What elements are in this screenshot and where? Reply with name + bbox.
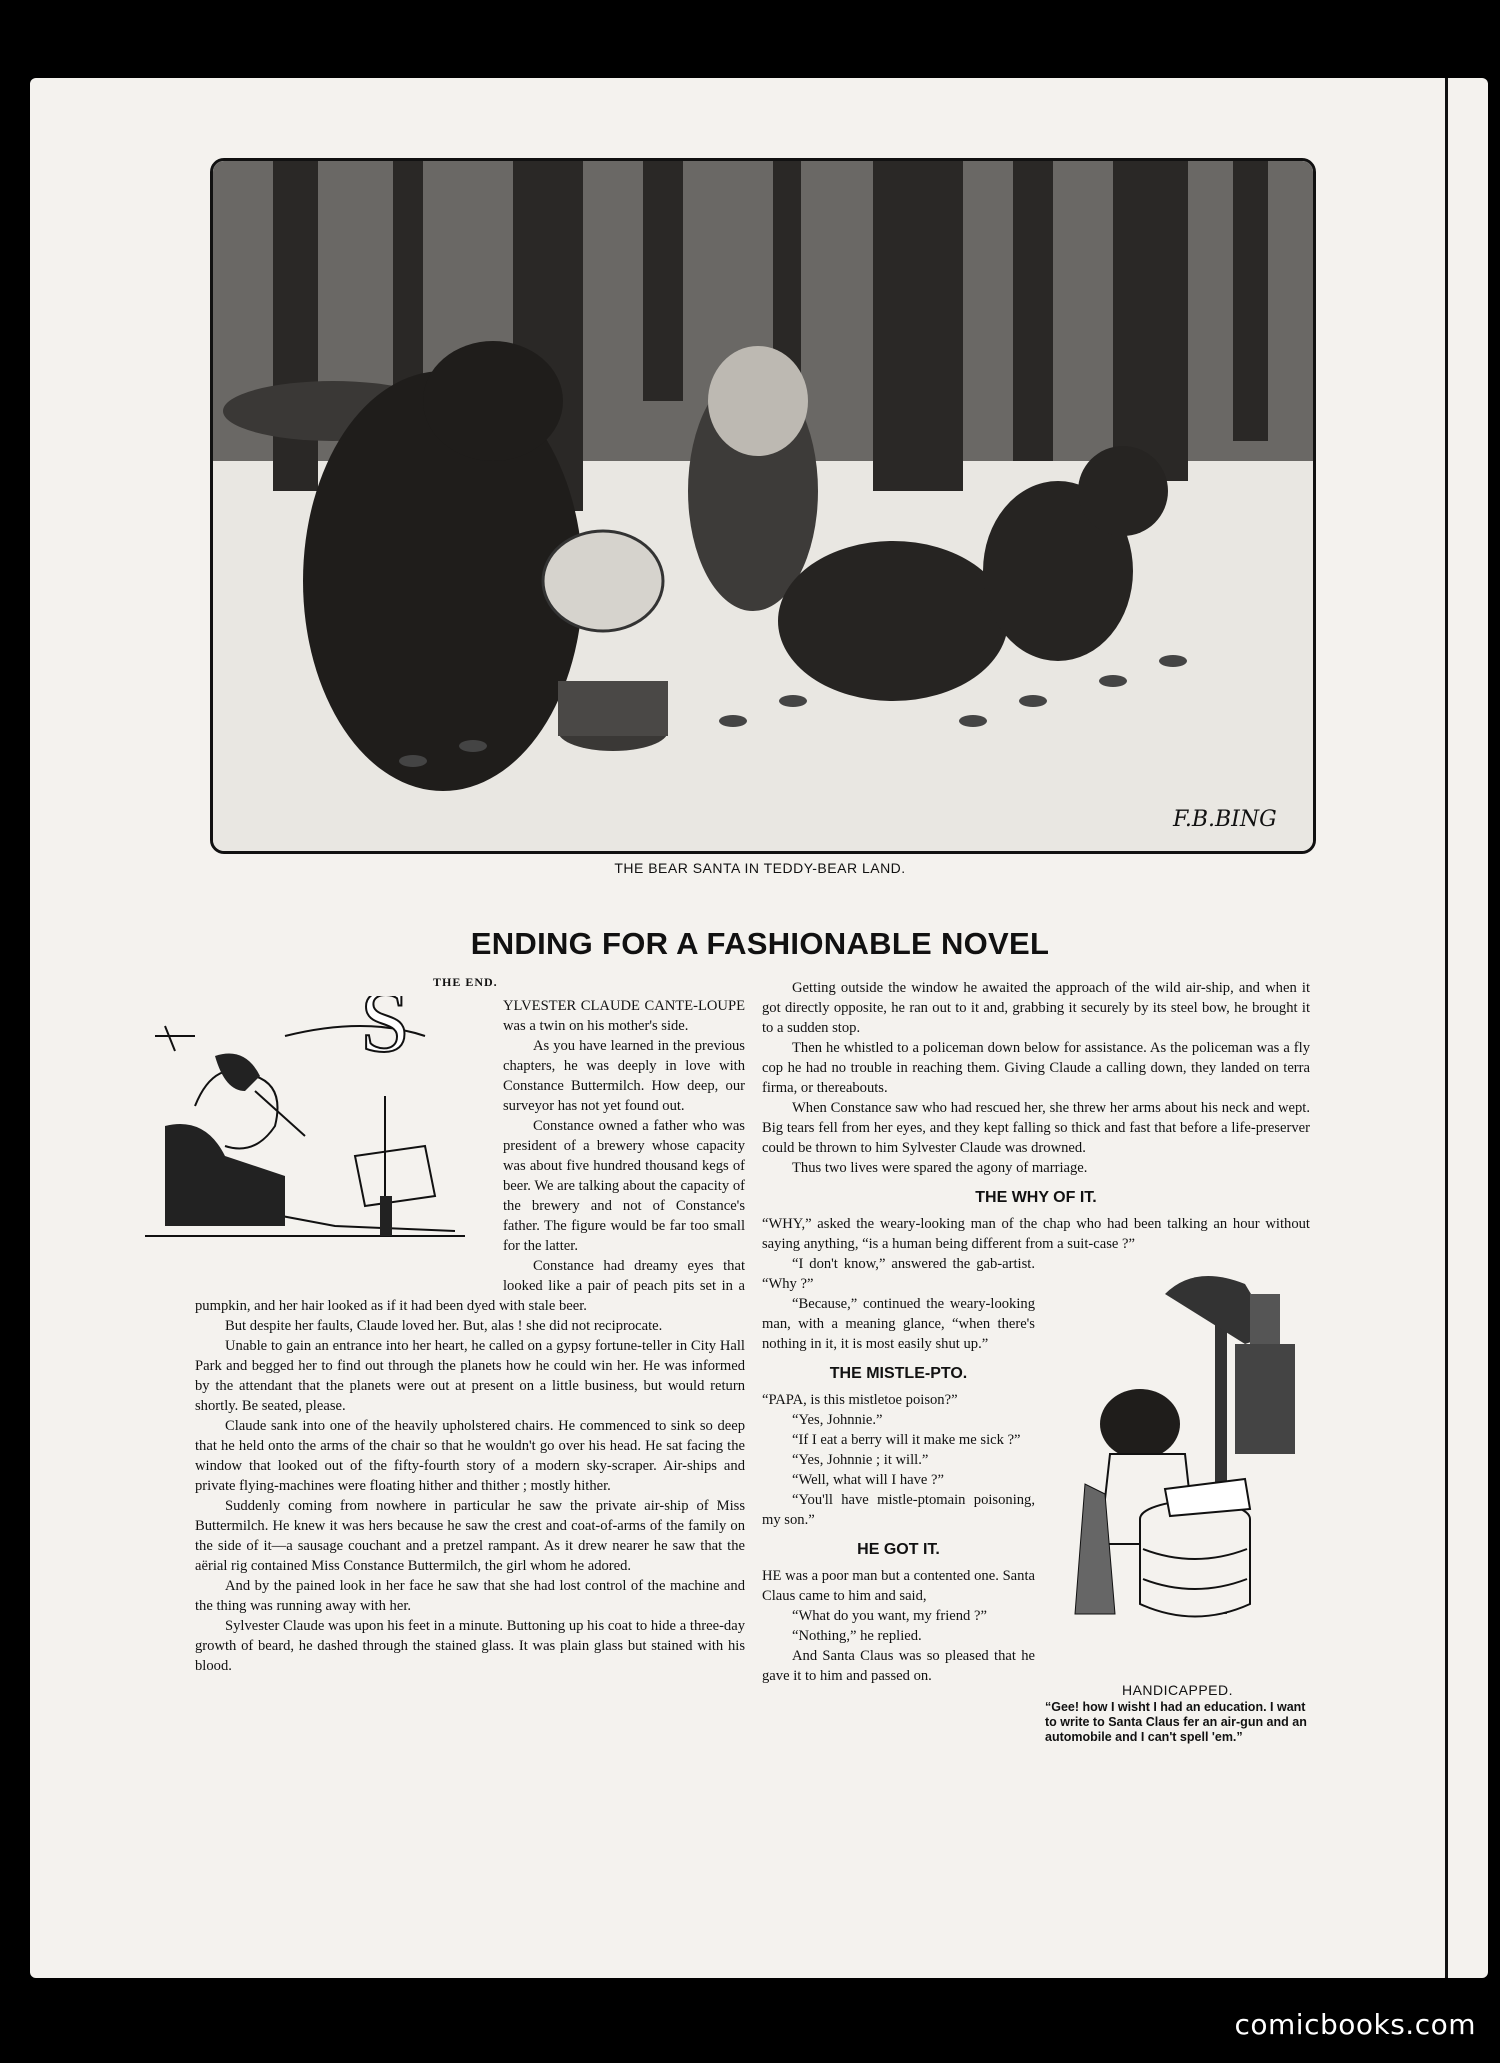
mistle-heading: THE MISTLE-PTO. bbox=[829, 1365, 968, 1382]
site-watermark: comicbooks.com bbox=[1234, 2008, 1476, 2041]
paragraph: Then he whistled to a policeman down below for assistance. As the policeman was a fly cop he had no trouble in reaching them. Giving Claude a calling down, they landed on terra firma, or thereabouts. bbox=[762, 1040, 1310, 1096]
claude-illustration bbox=[135, 996, 495, 1278]
handicapped-cartoon bbox=[1045, 1254, 1310, 1745]
paragraph: “Well, what will I have ?” bbox=[792, 1472, 944, 1488]
paragraph: When Constance saw who had rescued her, she threw her arms about his neck and wept. Big tears fell from her eyes, and they kept falling so thick and fast that before a life-preserver could be thrown to him Sylvester Claude was drowned. bbox=[762, 1100, 1310, 1156]
paragraph: HE was a poor man but a contented one. Santa Claus came to him and said, bbox=[762, 1568, 1035, 1604]
article-column-right bbox=[762, 978, 1310, 1745]
paragraph: “Nothing,” he replied. bbox=[792, 1628, 922, 1644]
paragraph: Sylvester Claude was upon his feet in a minute. Buttoning up his coat to hide a three-day growth of beard, he dashed through the stained glass. It was plain glass but stained with his blood. bbox=[195, 1618, 745, 1674]
paragraph: Unable to gain an entrance into her heart, he called on a gypsy fortune-teller in City Hall Park and begged her to find out through the planets how he could win her. He was informed by the attendant that the planets were out at present on a little business, but would return shortly. Be seated, please. bbox=[195, 1338, 745, 1414]
paragraph: “If I eat a berry will it make me sick ?” bbox=[792, 1432, 1021, 1448]
handicapped-caption: “Gee! how I wisht I had an education. I want to write to Santa Claus fer an air-gun and an automobile and I can't spell 'em.” bbox=[1045, 1700, 1307, 1744]
paragraph: And by the pained look in her face he saw that she had lost control of the machine and the thing was running away with her. bbox=[195, 1578, 745, 1614]
paragraph: Suddenly coming from nowhere in particular he saw the private air-ship of Miss Buttermilch. He knew it was hers because he saw the crest and coat-of-arms of the family on the side of it—a sausage couchant and a pretzel rampant. As it drew nearer he saw that the aërial rig contained Miss Constance Buttermilch, the girl whom he adored. bbox=[195, 1498, 745, 1574]
paragraph: YLVESTER CLAUDE CANTE-LOUPE was a twin on his mother's side. bbox=[503, 998, 745, 1034]
paragraph: “Because,” continued the weary-looking man, with a meaning glance, “when there's nothing in it, it is most easily shut up.” bbox=[762, 1296, 1035, 1352]
paragraph: “Yes, Johnnie ; it will.” bbox=[792, 1452, 929, 1468]
paragraph: “WHY,” asked the weary-looking man of the chap who had been talking an hour without saying anything, “is a human being different from a suit-case ?” bbox=[762, 1216, 1310, 1252]
article-column-left bbox=[195, 972, 745, 1676]
the-end-label: THE END. bbox=[433, 975, 498, 989]
artist-signature: F.B.BING bbox=[1173, 807, 1277, 832]
illustration-caption: THE BEAR SANTA IN TEDDY-BEAR LAND. bbox=[614, 860, 906, 876]
paragraph: Claude sank into one of the heavily upholstered chairs. He commenced to sink so deep that he held onto the arms of the chair so that he wouldn't go over his head. He sat facing the window that looked out of the fifty-fourth story of a modern sky-scraper. Air-ships and private flying-machines were floating hither and thither ; mostly hither. bbox=[195, 1418, 745, 1494]
paragraph: “Yes, Johnnie.” bbox=[792, 1412, 883, 1428]
paragraph: Getting outside the window he awaited the approach of the wild air-ship, and when it got directly opposite, he ran out to it and, grabbing it securely by its steel bow, he brought it to a sudden stop. bbox=[762, 980, 1310, 1036]
facing-page-edge bbox=[1445, 78, 1488, 1978]
paragraph: Constance had dreamy eyes that looked like a pair of peach pits set in a pumpkin, and her hair looked as if it had been dyed with stale beer. bbox=[195, 1258, 745, 1314]
paragraph: “PAPA, is this mistletoe poison?” bbox=[762, 1392, 958, 1408]
paragraph: “I don't know,” answered the gab-artist. “Why ?” bbox=[762, 1256, 1035, 1292]
why-heading: THE WHY OF IT. bbox=[975, 1189, 1097, 1206]
paragraph: Thus two lives were spared the agony of marriage. bbox=[792, 1160, 1088, 1176]
paragraph: As you have learned in the previous chapters, he was deeply in love with Constance Buttermilch. How deep, our surveyor has not yet found out. bbox=[503, 1038, 745, 1114]
paragraph: Constance owned a father who was president of a brewery whose capacity was about five hundred thousand kegs of beer. We are talking about the capacity of the brewery and not of Constance's father. The figure would be far too small for the latter. bbox=[503, 1118, 745, 1254]
paragraph: “You'll have mistle-ptomain poisoning, my son.” bbox=[762, 1492, 1035, 1528]
paragraph: And Santa Claus was so pleased that he gave it to him and passed on. bbox=[762, 1648, 1035, 1684]
article-title: ENDING FOR A FASHIONABLE NOVEL bbox=[470, 926, 1050, 961]
bear-santa-illustration bbox=[210, 158, 1316, 854]
paragraph: “What do you want, my friend ?” bbox=[792, 1608, 987, 1624]
handicapped-title: HANDICAPPED. bbox=[1121, 1682, 1234, 1698]
gotit-heading: HE GOT IT. bbox=[857, 1541, 940, 1558]
paragraph: But despite her faults, Claude loved her. But, alas ! she did not reciprocate. bbox=[225, 1318, 663, 1334]
svg-text:S: S bbox=[360, 996, 411, 1071]
